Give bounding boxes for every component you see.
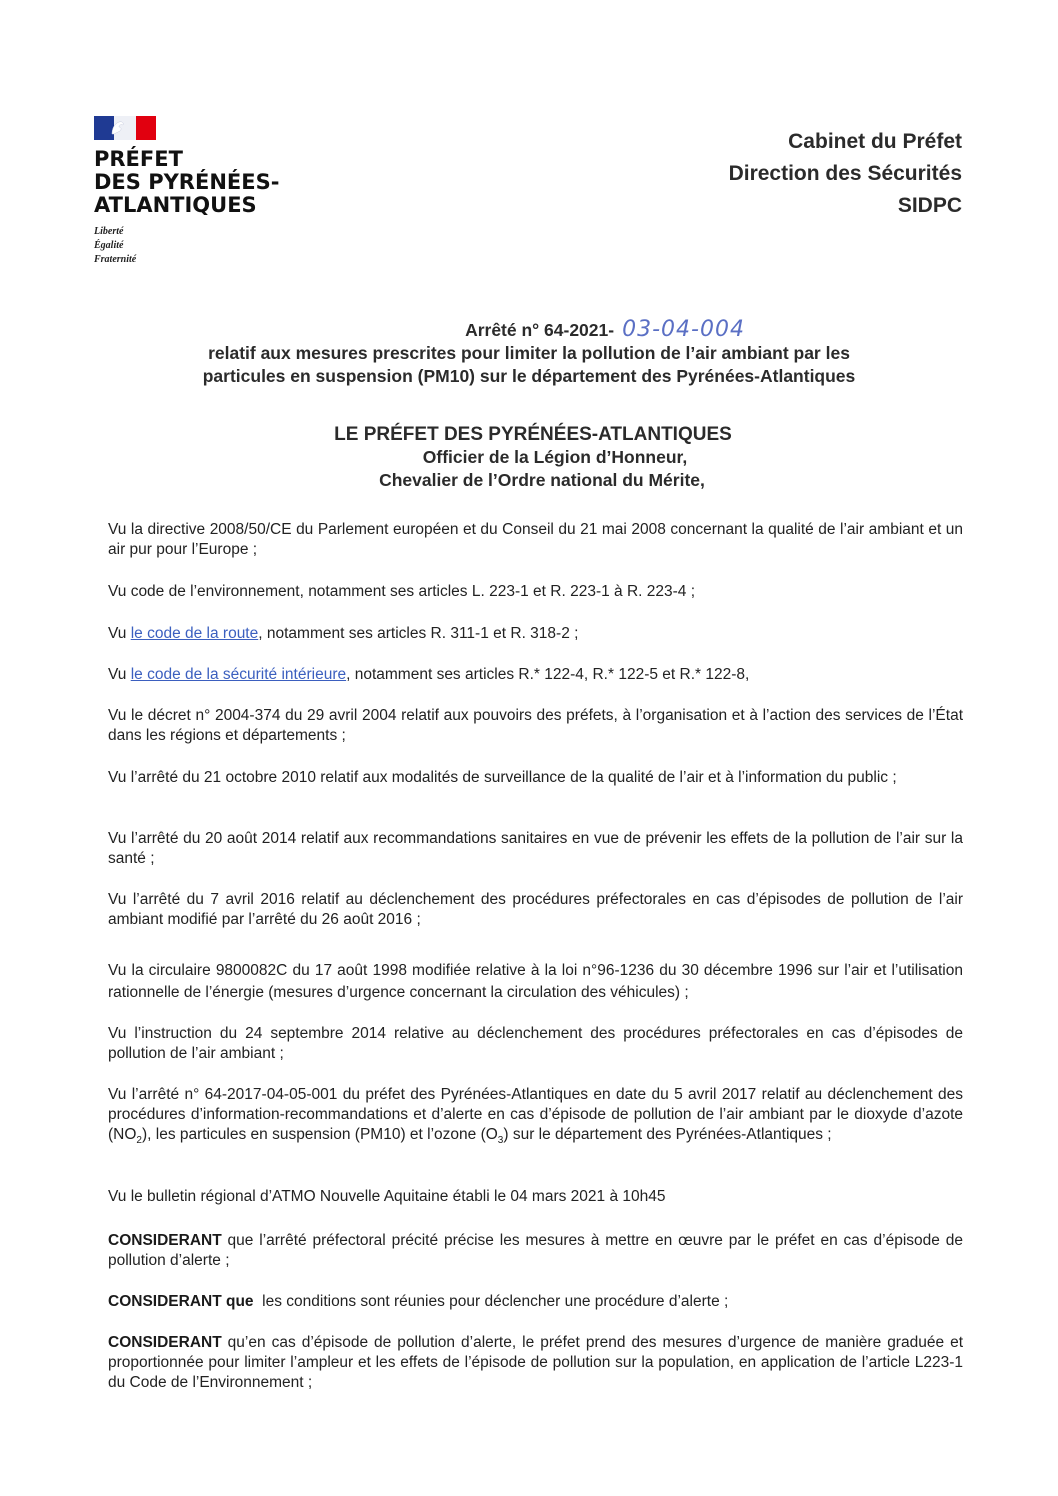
prefet-titles <box>0 424 1058 491</box>
prefet-merite: Chevalier de l’Ordre national du Mérite, <box>379 470 705 490</box>
arrete-number-line <box>76 318 1058 342</box>
devise-fraternite: Fraternité <box>94 254 137 265</box>
devise-egalite: Égalité <box>94 240 124 251</box>
code-route-link[interactable]: le code de la route <box>130 625 259 642</box>
visa-bulletin-atmo: Vu le bulletin régional d’ATMO Nouvelle Aquitaine établi le 04 mars 2021 à 10h45 <box>108 1188 666 1205</box>
prefet-name-line1: PRÉFET <box>94 147 183 171</box>
visa-arrete-2014: Vu l’arrêté du 20 août 2014 relatif aux recommandations sanitaires en vue de prévenir les effets de la pollution de l’air sur la santé ; <box>108 830 963 867</box>
handwritten-number: 03-04-004 <box>622 317 745 342</box>
visa-decret-2004: Vu le décret n° 2004-374 du 29 avril 2004 relatif aux pouvoirs des préfets, à l’organisation et à l’action des services de l’État dans les régions et départements ; <box>108 707 963 744</box>
service-direction: Direction des Sécurités <box>728 162 962 185</box>
devise-liberte: Liberté <box>94 226 124 237</box>
prefet-name-line3: ATLANTIQUES <box>94 193 257 217</box>
visa-code-environnement: Vu code de l’environnement, notamment ses articles L. 223-1 et R. 223-1 à R. 223-4 ; <box>108 583 696 600</box>
considerant-1: CONSIDERANT que l’arrêté préfectoral précité précise les mesures à mettre en œuvre par le préfet en cas d’épisode de pollution d’alerte ; <box>108 1232 963 1269</box>
prefet-honneur: Officier de la Légion d’Honneur, <box>422 447 688 467</box>
code-securite-link[interactable]: le code de la sécurité intérieure <box>130 666 347 683</box>
arrete-title <box>0 318 1058 388</box>
considerant-3: CONSIDERANT qu’en cas d’épisode de pollution d’alerte, le préfet prend des mesures d’urgence de manière graduée et proportionnée pour limiter l’ampleur et les effets de l’épisode de pollution sur la population, en application de l’article L223-1 du Code de l’Environnement ; <box>108 1334 963 1391</box>
prefet-title: LE PRÉFET DES PYRÉNÉES-ATLANTIQUES <box>334 424 732 445</box>
arrete-number-label: Arrêté n° 64-2021- <box>465 320 615 340</box>
visa-directive: Vu la directive 2008/50/CE du Parlement européen et du Conseil du 21 mai 2008 concernant la qualité de l’air ambiant et un air pur pour l’Europe ; <box>108 521 963 558</box>
visa-arrete-2016: Vu l’arrêté du 7 avril 2016 relatif au déclenchement des procédures préfectorales en cas d’épisodes de pollution de l’air ambiant modifié par l’arrêté du 26 août 2016 ; <box>108 891 963 928</box>
service-header <box>729 126 962 222</box>
prefecture-logo <box>94 116 294 267</box>
visa-instruction-2014: Vu l’instruction du 24 septembre 2014 relative au déclenchement des procédures préfectorales en cas d’épisodes de pollution de l’air ambiant ; <box>108 1025 963 1062</box>
visa-arrete-2017: Vu l’arrêté n° 64-2017-04-05-001 du préfet des Pyrénées-Atlantiques en date du 5 avril 2017 relatif au déclenchement des procédures d’information-recommandations et d’alerte en cas d’épisode de pollution de l’air ambiant par le dioxyde d’azote $(NO_2)$, les particules en suspension (PM10) et l’ozone $(O_3)$ sur le département des Pyrénées-Atlantiques ; <box>108 1086 963 1147</box>
marianne-flag-icon <box>94 116 158 140</box>
service-sidpc: SIDPC <box>897 194 962 217</box>
visa-arrete-2010: Vu l’arrêté du 21 octobre 2010 relatif aux modalités de surveillance de la qualité de l’air et à l’information du public ; <box>108 769 897 786</box>
visa-code-securite: Vu le code de la sécurité intérieure, notamment ses articles R.* 122-4, R.* 122-5 et R.* 122-8, <box>108 666 750 683</box>
visa-code-route: Vu le code de la route, notamment ses articles R. 311-1 et R. 318-2 ; <box>108 625 579 642</box>
prefet-name-line2: DES PYRÉNÉES- <box>94 170 280 194</box>
arrete-subject-line2: particules en suspension (PM10) sur le département des Pyrénées-Atlantiques <box>202 366 856 386</box>
visa-circulaire-1998: Vu la circulaire 9800082C du 17 août 1998 modifiée relative à la loi n°96-1236 du 30 décembre 1996 sur l’air et l’utilisation rationnelle de l’énergie (mesures d’urgence concernant la circulation des véhicules) ; <box>108 962 963 1001</box>
devise <box>94 225 294 267</box>
service-cabinet: Cabinet du Préfet <box>788 130 962 153</box>
arrete-subject-line1: relatif aux mesures prescrites pour limiter la pollution de l’air ambiant par les <box>208 343 850 363</box>
considerant-2: CONSIDERANT que les conditions sont réunies pour déclencher une procédure d’alerte ; <box>108 1293 729 1310</box>
